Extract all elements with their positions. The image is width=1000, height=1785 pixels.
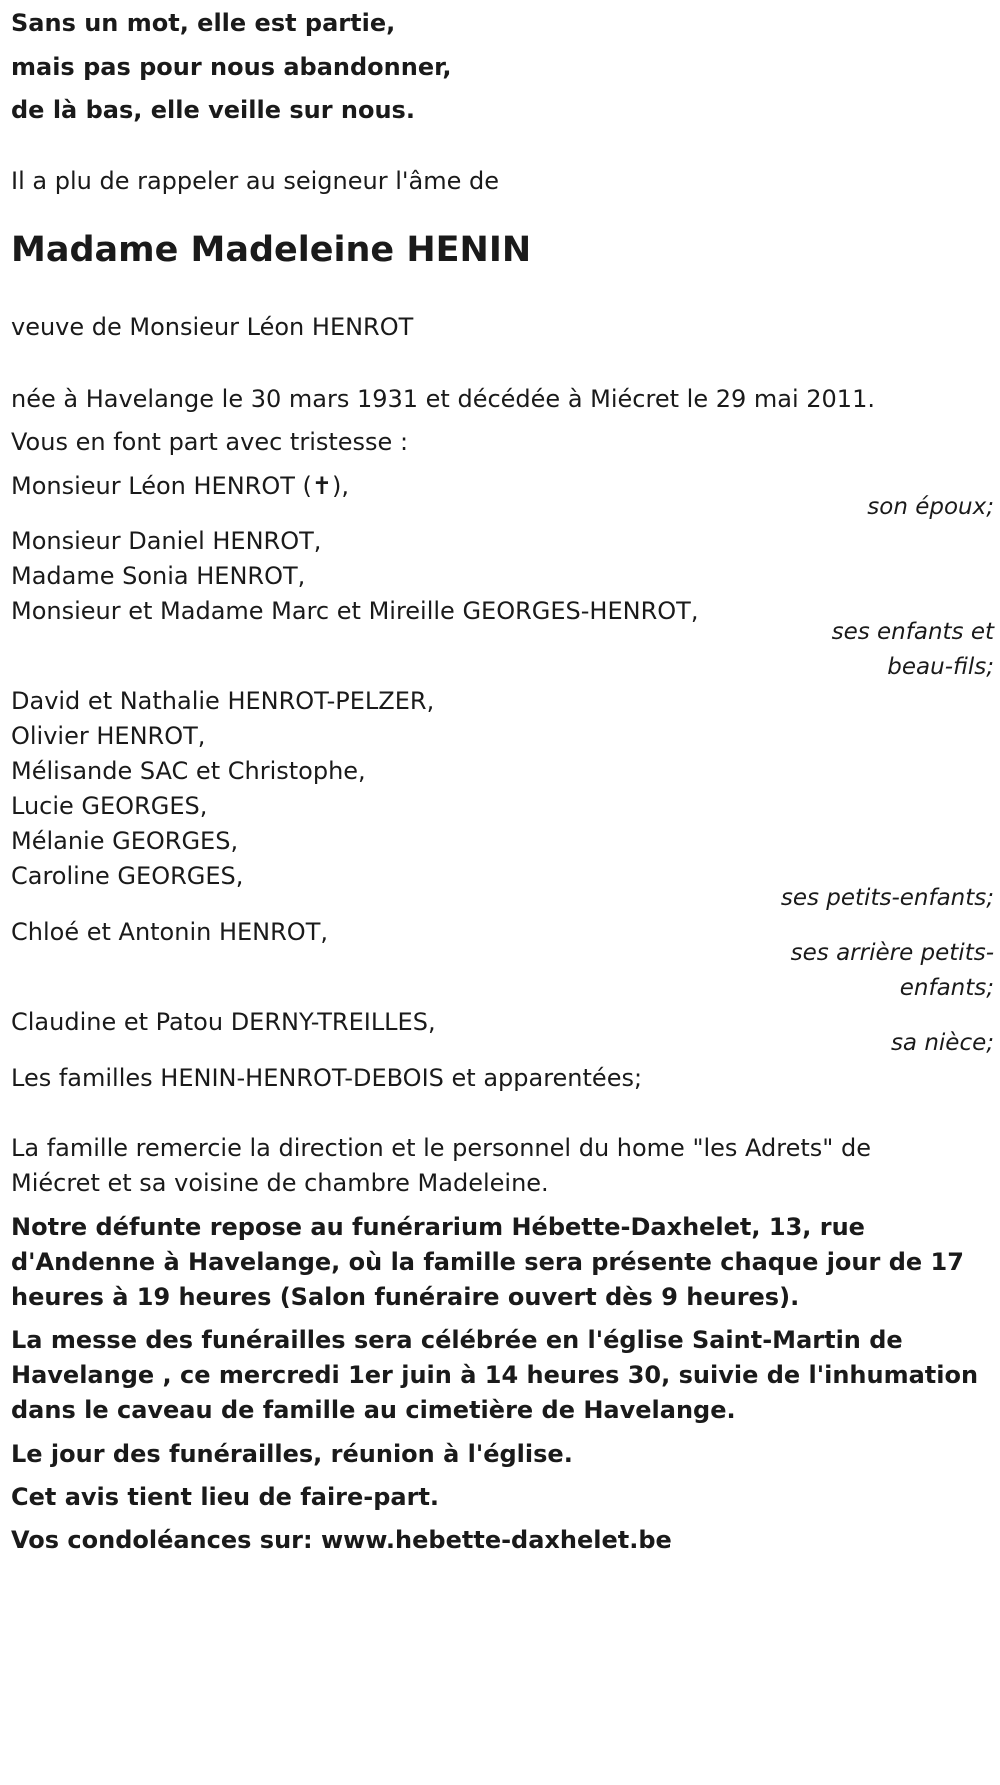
poem-line-3: de là bas, elle veille sur nous.	[11, 96, 415, 124]
widow-of: veuve de Monsieur Léon HENROT	[11, 313, 414, 341]
niece-relation: sa nièce;	[890, 1030, 994, 1056]
grandchild-5: Mélanie GEORGES,	[11, 827, 239, 855]
spouse-relation: son époux;	[867, 494, 994, 520]
niece-name: Claudine et Patou DERNY-TREILLES,	[11, 1008, 436, 1036]
grandchild-4: Lucie GEORGES,	[11, 792, 208, 820]
grandchild-2: Olivier HENROT,	[11, 722, 206, 750]
announcement: Vous en font part avec tristesse :	[11, 428, 409, 456]
repose-line-2: d'Andenne à Havelange, où la famille sera présente chaque jour de 17	[11, 1248, 964, 1276]
grandchild-6: Caroline GEORGES,	[11, 862, 244, 890]
birth-death-dates: née à Havelange le 30 mars 1931 et décédée à Miécret le 29 mai 2011.	[11, 385, 875, 413]
spouse-name: Monsieur Léon HENROT (✝),	[11, 472, 349, 500]
repose-line-1: Notre défunte repose au funérarium Hébette-Daxhelet, 13, rue	[11, 1213, 865, 1241]
child-1: Monsieur Daniel HENROT,	[11, 527, 322, 555]
grandchild-1: David et Nathalie HENROT-PELZER,	[11, 687, 435, 715]
reunion-line: Le jour des funérailles, réunion à l'église.	[11, 1440, 573, 1468]
child-3: Monsieur et Madame Marc et Mireille GEORGES-HENROT,	[11, 597, 699, 625]
mass-line-2: Havelange , ce mercredi 1er juin à 14 heures 30, suivie de l'inhumation	[11, 1361, 979, 1389]
mass-line-1: La messe des funérailles sera célébrée en l'église Saint-Martin de	[11, 1326, 903, 1354]
grandchild-3: Mélisande SAC et Christophe,	[11, 757, 366, 785]
deceased-name: Madame Madeleine HENIN	[11, 230, 532, 270]
child-2: Madame Sonia HENROT,	[11, 562, 306, 590]
children-relation-1: ses enfants et	[831, 619, 994, 645]
grandchildren-relation: ses petits-enfants;	[780, 885, 994, 911]
poem-line-1: Sans un mot, elle est partie,	[11, 9, 396, 37]
families-line: Les familles HENIN-HENROT-DEBOIS et apparentées;	[11, 1064, 643, 1092]
thanks-line-1: La famille remercie la direction et le personnel du home "les Adrets" de	[11, 1134, 871, 1162]
poem-line-2: mais pas pour nous abandonner,	[11, 53, 452, 81]
great-grandchildren: Chloé et Antonin HENROT,	[11, 918, 328, 946]
condolences-line: Vos condoléances sur: www.hebette-daxhelet.be	[11, 1526, 672, 1554]
faire-part-line: Cet avis tient lieu de faire-part.	[11, 1483, 440, 1511]
great-grandchildren-relation-2: enfants;	[899, 975, 994, 1001]
repose-line-3: heures à 19 heures (Salon funéraire ouvert dès 9 heures).	[11, 1283, 800, 1311]
intro-text: Il a plu de rappeler au seigneur l'âme de	[11, 167, 499, 195]
children-relation-2: beau-fils;	[887, 654, 994, 680]
great-grandchildren-relation-1: ses arrière petits-	[790, 940, 994, 966]
thanks-line-2: Miécret et sa voisine de chambre Madeleine.	[11, 1169, 549, 1197]
mass-line-3: dans le caveau de famille au cimetière de Havelange.	[11, 1396, 736, 1424]
